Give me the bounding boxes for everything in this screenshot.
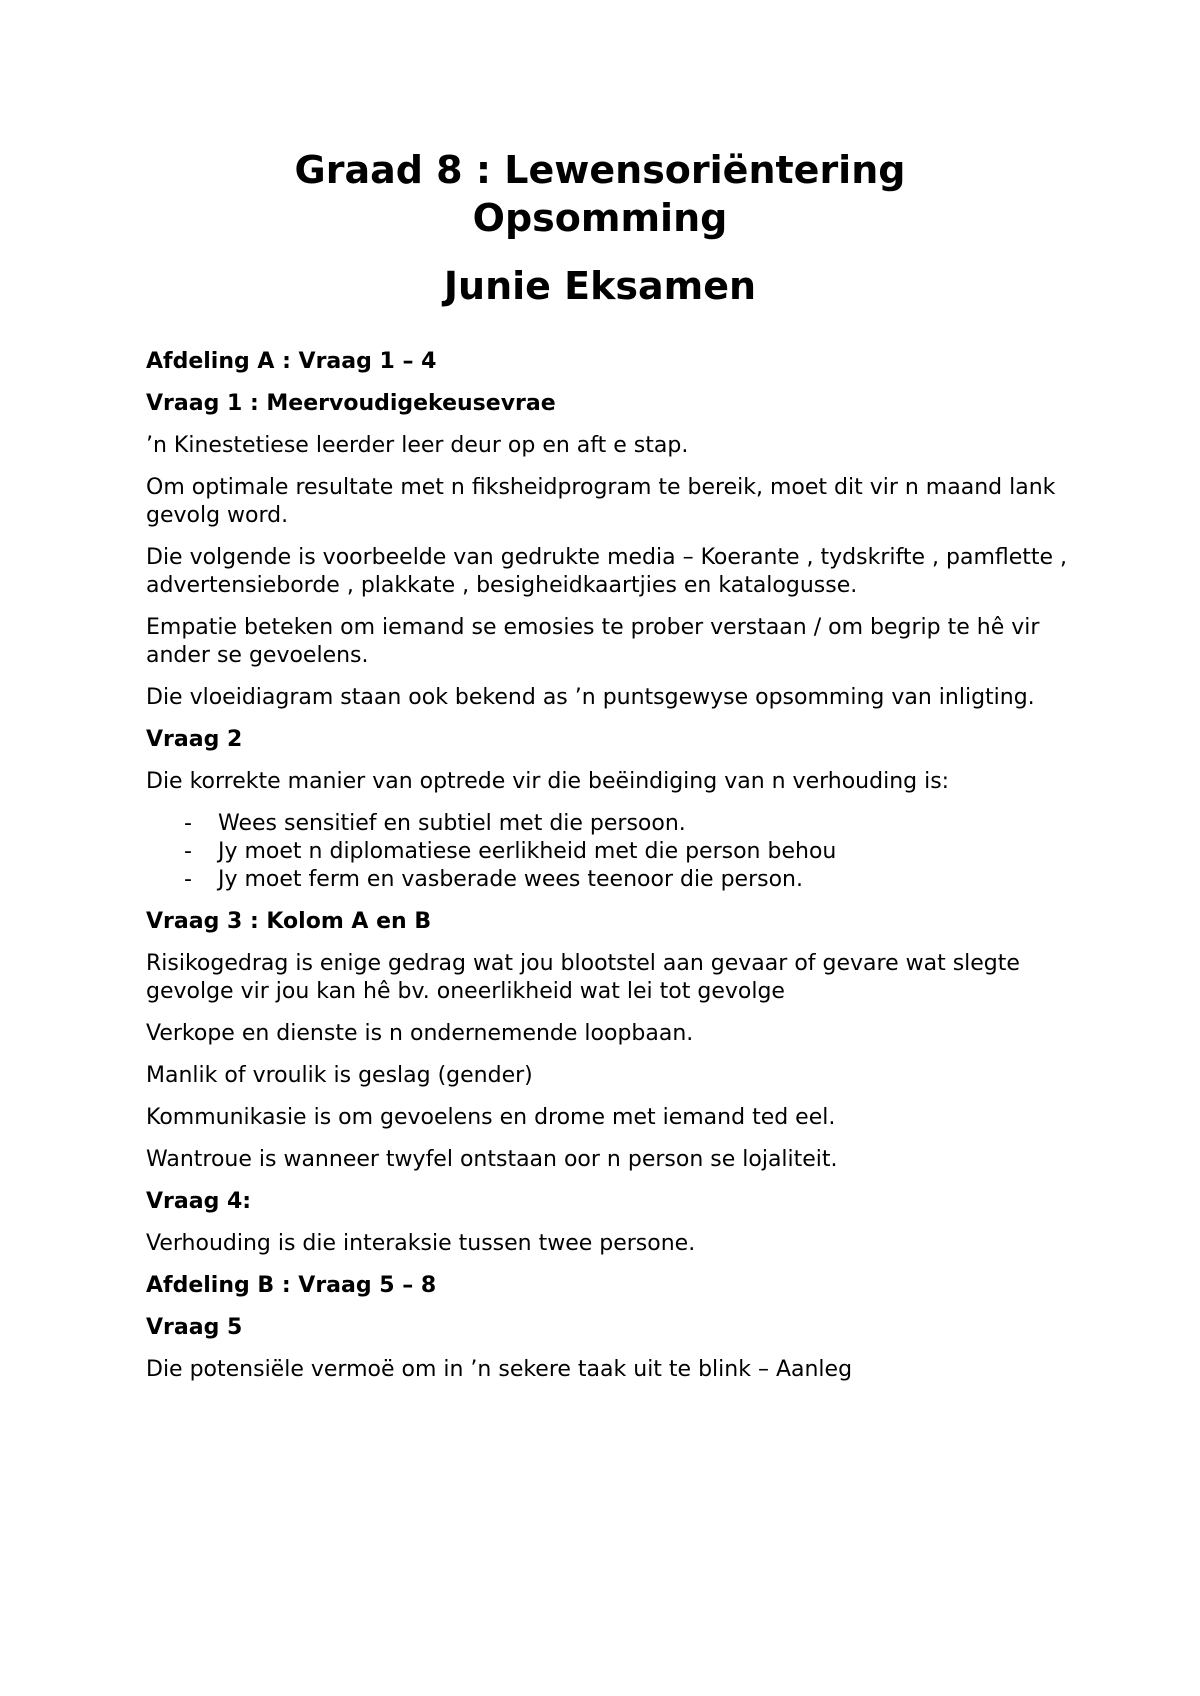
list-item-text: Wees sensitief en subtiel met die persoon. (218, 811, 686, 836)
paragraph: Die vloeidiagram staan ook bekend as ’n puntsgewyse opsomming van inligting. (146, 685, 1035, 710)
document-title-line-2: Opsomming (472, 196, 728, 240)
paragraph: Manlik of vroulik is geslag (gender) (146, 1063, 533, 1088)
question-heading-vraag-1: Vraag 1 : Meervoudigekeusevrae (146, 391, 556, 416)
bullet-list (146, 810, 1070, 894)
bullet-marker: - (184, 811, 192, 836)
question-heading-vraag-4: Vraag 4: (146, 1189, 252, 1214)
list-item (146, 838, 1070, 866)
paragraph: Die korrekte manier van optrede vir die beëindiging van n verhouding is: (146, 769, 950, 794)
paragraph: Wantroue is wanneer twyfel ontstaan oor n person se lojaliteit. (146, 1147, 838, 1172)
list-item (146, 866, 1070, 894)
section-heading-afdeling-b: Afdeling B : Vraag 5 – 8 (146, 1273, 437, 1298)
list-item-text: Jy moet ferm en vasberade wees teenoor die person. (218, 867, 803, 892)
list-item (146, 810, 1070, 838)
paragraph: Om optimale resultate met n fiksheidprogram te bereik, moet dit vir n maand lank gevolg word. (146, 475, 1056, 528)
paragraph: Verhouding is die interaksie tussen twee persone. (146, 1231, 696, 1256)
bullet-marker: - (184, 867, 192, 892)
paragraph: Die volgende is voorbeelde van gedrukte media – Koerante , tydskrifte , pamflette , advertensieborde , plakkate , besigheidkaartjies en katalogusse. (146, 545, 1068, 598)
paragraph: Empatie beteken om iemand se emosies te prober verstaan / om begrip te hê vir ander se gevoelens. (146, 615, 1040, 668)
paragraph: ’n Kinestetiese leerder leer deur op en aft e stap. (146, 433, 689, 458)
document-subtitle: Junie Eksamen (443, 264, 757, 308)
paragraph: Kommunikasie is om gevoelens en drome met iemand ted eel. (146, 1105, 836, 1130)
bullet-marker: - (184, 839, 192, 864)
paragraph: Die potensiële vermoë om in ’n sekere taak uit te blink – Aanleg (146, 1357, 853, 1382)
document-body (146, 348, 1070, 1384)
title-block (130, 146, 1070, 310)
question-heading-vraag-2: Vraag 2 (146, 727, 243, 752)
paragraph: Risikogedrag is enige gedrag wat jou blootstel aan gevaar of gevare wat slegte gevolge vir jou kan hê bv. oneerlikheid wat lei tot gevolge (146, 951, 1020, 1004)
question-heading-vraag-5: Vraag 5 (146, 1315, 243, 1340)
question-heading-vraag-3: Vraag 3 : Kolom A en B (146, 909, 432, 934)
document-title-line-1: Graad 8 : Lewensoriëntering (294, 148, 906, 192)
paragraph: Verkope en dienste is n ondernemende loopbaan. (146, 1021, 694, 1046)
list-item-text: Jy moet n diplomatiese eerlikheid met die person behou (218, 839, 837, 864)
section-heading-afdeling-a: Afdeling A : Vraag 1 – 4 (146, 349, 437, 374)
